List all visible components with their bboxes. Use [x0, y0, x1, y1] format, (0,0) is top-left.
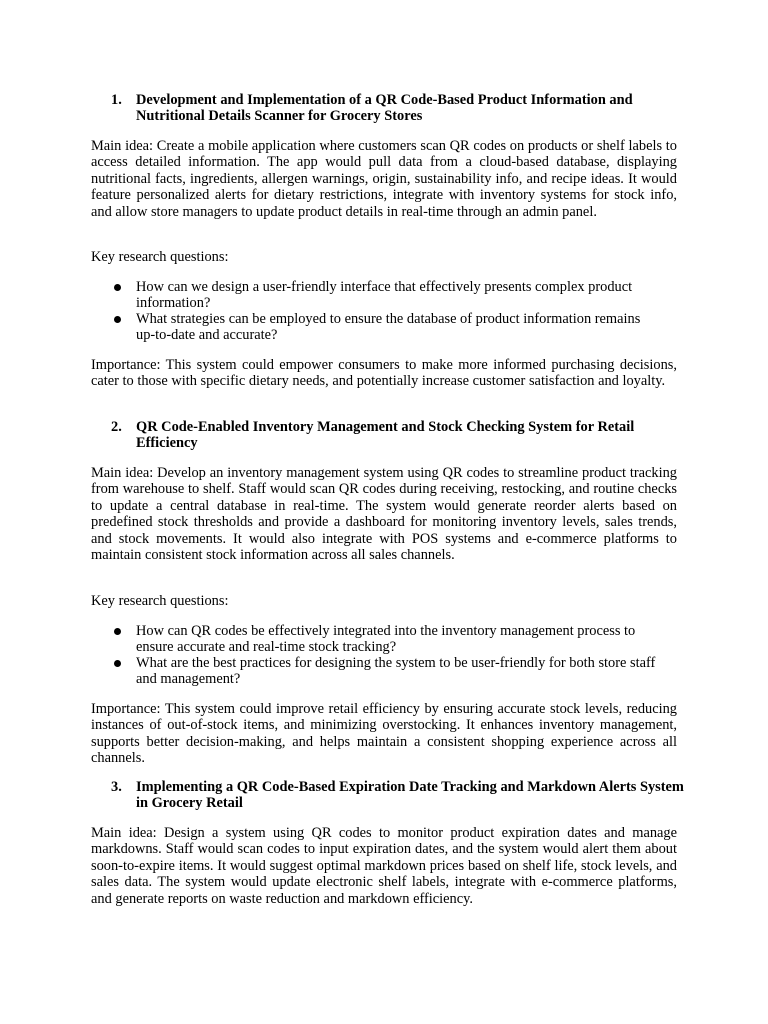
- section-3-heading: [111, 779, 684, 812]
- question-text: What are the best practices for designing the system to be user-friendly for both store staff and management?: [136, 655, 656, 688]
- bullet-icon: [114, 316, 121, 323]
- bullet-icon: [114, 284, 121, 291]
- section-1-main-idea: Main idea: Create a mobile application where customers scan QR codes on products or shelf labels to access detailed information. The app would pull data from a cloud-based database, displaying nutritional facts, ingredients, allergen warnings, origin, sustainability info, and recipe ideas. It would feature personalized alerts for dietary restrictions, integrate with inventory systems for stock info, and allow store managers to update product details in real-time through an admin panel.: [91, 138, 677, 220]
- section-2-importance: Importance: This system could improve retail efficiency by ensuring accurate stock levels, reducing instances of out-of-stock items, and minimizing overstocking. It enhances inventory management, supports better decision-making, and helps maintain a consistent shopping experience across all channels.: [91, 701, 677, 767]
- section-2-number: 2.: [111, 419, 122, 435]
- section-1-heading: [111, 92, 684, 125]
- question-text: How can we design a user-friendly interface that effectively presents complex product information?: [136, 279, 633, 312]
- section-2-main-idea: Main idea: Develop an inventory management system using QR codes to streamline product tracking from warehouse to shelf. Staff would scan QR codes during receiving, restocking, and routine checks to update a central database in real-time. The system would generate reorder alerts based on predefined stock thresholds and provide a dashboard for monitoring inventory levels, sales trends, and stock movements. It would also integrate with POS systems and e-commerce platforms to maintain consistent stock information across all sales channels.: [91, 465, 677, 564]
- section-2-title: QR Code-Enabled Inventory Management and Stock Checking System for Retail Efficiency: [136, 419, 635, 452]
- question-text: What strategies can be employed to ensure the database of product information remains up-to-date and accurate?: [136, 311, 641, 344]
- bullet-icon: [114, 660, 121, 667]
- section-2-question-1: [136, 623, 656, 656]
- section-3-main-idea: Main idea: Design a system using QR codes to monitor product expiration dates and manage markdowns. Staff would scan codes to input expiration dates, and the system would alert them about soon-to-expire items. It would suggest optimal markdown prices based on shelf life, stock levels, and sales data. The system would update electronic shelf labels, integrate with e-commerce platforms, and generate reports on waste reduction and markdown efficiency.: [91, 825, 677, 907]
- bullet-icon: [114, 628, 121, 635]
- section-1-question-2: [136, 311, 656, 344]
- section-2-heading: [111, 419, 684, 452]
- section-2-key-questions-label: Key research questions:: [91, 593, 229, 609]
- section-1-question-1: [136, 279, 656, 312]
- section-1-title: Development and Implementation of a QR Code-Based Product Information and Nutritional Details Scanner for Grocery Stores: [136, 92, 633, 125]
- section-3-title: Implementing a QR Code-Based Expiration Date Tracking and Markdown Alerts System in Grocery Retail: [136, 779, 684, 812]
- question-text: How can QR codes be effectively integrated into the inventory management process to ensure accurate and real-time stock tracking?: [136, 623, 636, 656]
- section-1-number: 1.: [111, 92, 122, 108]
- section-1-key-questions-label: Key research questions:: [91, 249, 229, 265]
- section-1-importance: Importance: This system could empower consumers to make more informed purchasing decisions, cater to those with specific dietary needs, and potentially increase customer satisfaction and loyalty.: [91, 357, 677, 390]
- section-2-question-2: [136, 655, 656, 688]
- section-3-number: 3.: [111, 779, 122, 795]
